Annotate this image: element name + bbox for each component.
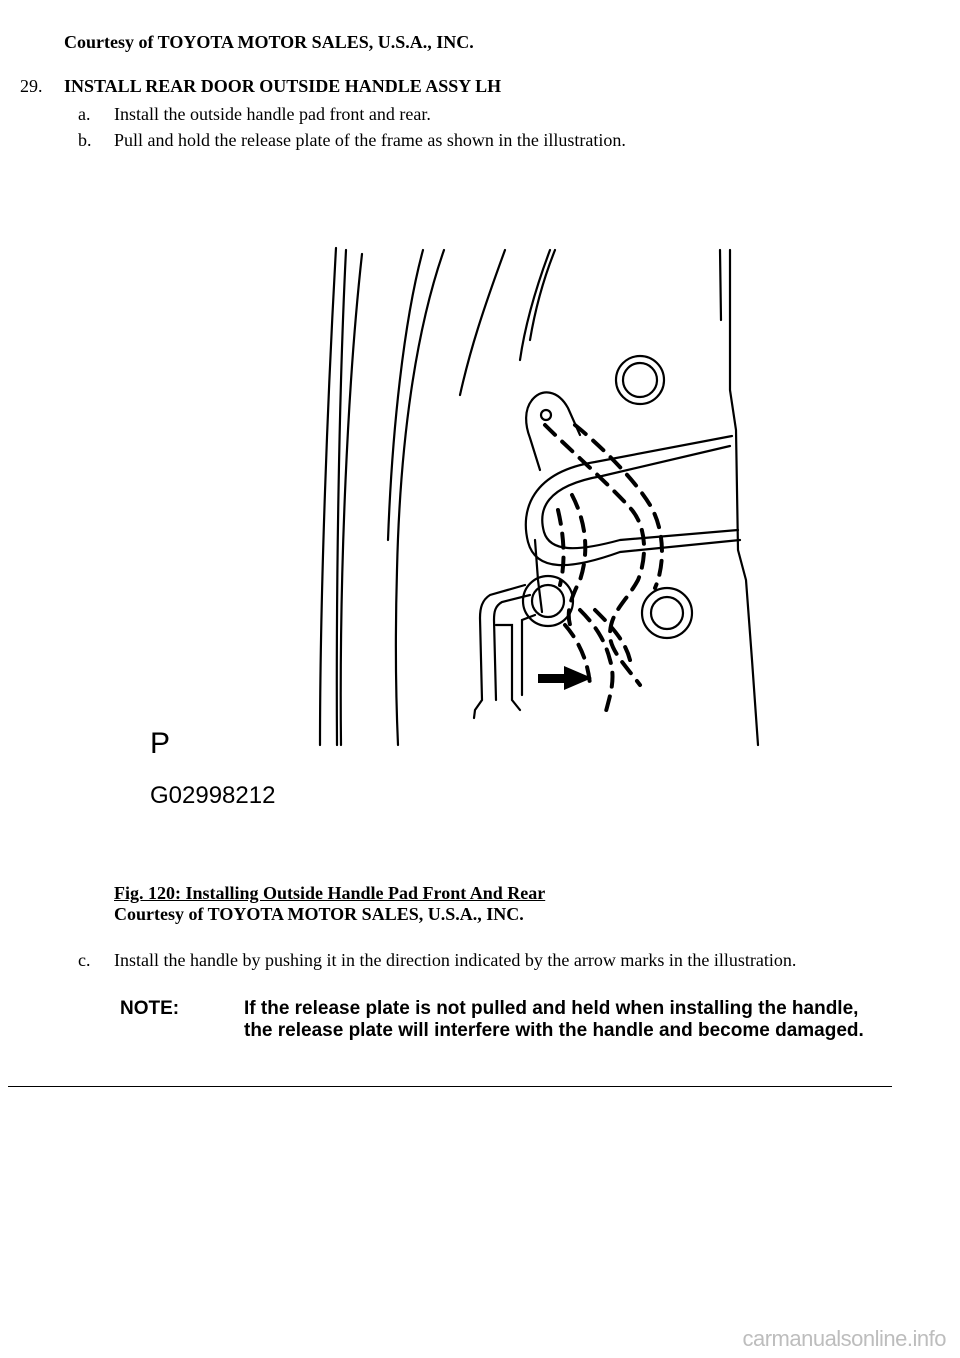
bolt-circle xyxy=(623,363,657,397)
dashed-handle-outline xyxy=(580,610,613,715)
release-plate xyxy=(526,400,540,470)
substep-a xyxy=(78,104,431,125)
note-text xyxy=(244,998,904,1042)
door-edge-line xyxy=(388,250,423,540)
substep-letter: b. xyxy=(78,130,92,150)
dashed-handle-outline xyxy=(545,425,644,685)
door-handle-illustration xyxy=(140,240,780,820)
figure-code: G02998212 xyxy=(150,782,276,809)
door-edge-line xyxy=(341,254,362,745)
door-edge-line xyxy=(460,250,505,395)
push-arrow-shaft xyxy=(538,674,566,683)
door-edge-line xyxy=(396,250,444,745)
figure-label-p: P xyxy=(150,727,171,760)
bolt-circle xyxy=(642,588,692,638)
note-line: If the release plate is not pulled and held when installing the handle, xyxy=(244,998,859,1019)
small-hole xyxy=(541,410,551,420)
door-edge-line xyxy=(520,250,550,360)
substep-letter: a. xyxy=(78,104,91,124)
substep-text: Install the outside handle pad front and rear. xyxy=(114,104,431,124)
page-courtesy-header: Courtesy of TOYOTA MOTOR SALES, U.S.A., INC. xyxy=(64,32,474,52)
step-title: INSTALL REAR DOOR OUTSIDE HANDLE ASSY LH xyxy=(64,76,502,96)
note-label: NOTE: xyxy=(120,998,180,1019)
substep-b xyxy=(78,130,626,151)
figure-caption: Fig. 120: Installing Outside Handle Pad Front And Rear xyxy=(114,883,546,903)
figure-courtesy: Courtesy of TOYOTA MOTOR SALES, U.S.A., INC. xyxy=(114,904,524,924)
watermark: carmanualsonline.info xyxy=(742,1326,946,1351)
substep-letter: c. xyxy=(78,950,91,970)
door-edge-line xyxy=(320,248,336,745)
bolt-circle xyxy=(651,597,683,629)
step-number: 29. xyxy=(20,76,43,96)
release-plate xyxy=(532,392,580,435)
horizontal-rule xyxy=(8,1086,892,1087)
frame-bracket xyxy=(522,615,535,695)
dashed-handle-outline xyxy=(575,425,662,588)
substep-c xyxy=(78,950,796,971)
bolt-circle xyxy=(532,585,564,617)
substep-text: Pull and hold the release plate of the frame as shown in the illustration. xyxy=(114,130,626,150)
door-edge-line xyxy=(730,250,758,745)
note-line: the release plate will interfere with the handle and become damaged. xyxy=(244,1020,864,1041)
frame-bracket xyxy=(496,625,520,710)
bolt-circle xyxy=(523,576,573,626)
door-edge-line xyxy=(720,250,721,320)
substep-text: Install the handle by pushing it in the direction indicated by the arrow marks in the illustration. xyxy=(114,950,797,970)
